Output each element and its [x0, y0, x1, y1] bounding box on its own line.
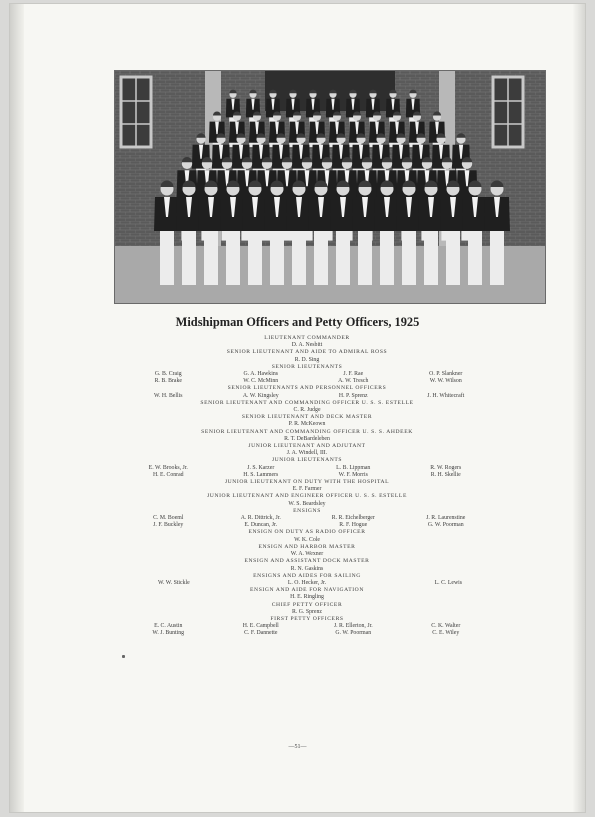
roster-section — [122, 443, 492, 457]
officer-name: E. Duncan, Jr. — [244, 522, 278, 529]
name-row — [122, 393, 492, 400]
section-heading: LIEUTENANT COMMANDER — [264, 335, 350, 341]
roster-section — [122, 558, 492, 572]
roster-section — [122, 573, 492, 587]
officer-name: E. F. Farmer — [292, 486, 322, 493]
officer-name: W. W. Stickle — [158, 579, 190, 586]
section-heading: CHIEF PETTY OFFICER — [271, 601, 343, 608]
section-heading: ENSIGN AND AIDE FOR NAVIGATION — [250, 587, 364, 594]
section-heading: JUNIOR LIEUTENANTS — [271, 457, 343, 464]
officer-name: C. F. Dannette — [244, 630, 278, 637]
officer-name: W. J. Bunting — [152, 630, 185, 637]
section-heading: JUNIOR LIEUTENANT ON DUTY WITH THE HOSPITAL — [224, 479, 390, 486]
officer-name: R. B. Brake — [154, 378, 182, 385]
officer-name: G. A. Hawkins — [243, 371, 278, 378]
roster-section — [122, 529, 492, 543]
name-row — [122, 522, 492, 529]
section-heading: ENSIGN ON DUTY AS RADIO OFFICER — [248, 529, 366, 536]
section-heading: SENIOR LIEUTENANT AND DECK MASTER — [241, 414, 373, 421]
name-row — [122, 371, 492, 378]
section-heading: JUNIOR LIEUTENANT AND ENGINEER OFFICER U. S. S. ESTELLE — [207, 493, 407, 500]
name-row — [122, 465, 492, 472]
officer-name: W. S. Beardsley — [288, 500, 326, 507]
roster-section — [122, 457, 492, 479]
officer-name: J. R. Laurenstine — [426, 515, 466, 522]
section-heading: ENSIGNS — [293, 507, 321, 514]
officer-name: R. N. Gaskins — [290, 565, 324, 572]
officer-name: J. A. Windell, III. — [286, 450, 328, 457]
officer-name: A. W. Kingsley — [242, 392, 279, 399]
officer-name: L. C. Lewis — [434, 579, 462, 586]
officer-name: J. H. Whitecraft — [427, 392, 465, 399]
roster-section — [122, 602, 492, 616]
name-row — [122, 378, 492, 385]
officer-name: H. S. Lammers — [243, 471, 279, 478]
officer-name: J. F. Buckley — [153, 522, 184, 529]
scan-edge-right — [573, 4, 585, 812]
roster-section — [122, 385, 492, 399]
yearbook-page — [10, 4, 585, 812]
officer-name: A. W. Tresch — [338, 378, 369, 385]
section-heading: SENIOR LIEUTENANT AND AIDE TO ADMIRAL ROSS — [226, 349, 388, 356]
officer-name: G. W. Poorman — [335, 630, 372, 637]
officer-name: W. K. Cole — [294, 536, 320, 543]
roster-section — [122, 400, 492, 414]
section-heading: SENIOR LIEUTENANT AND COMMANDING OFFICER U. S. S. AHDEEK — [201, 428, 413, 435]
officer-name: J. F. Rae — [343, 371, 364, 378]
group-photograph — [114, 70, 546, 304]
officer-name: H. E. Conrad — [152, 471, 184, 478]
officer-name: R. G. Sprenz — [292, 608, 322, 615]
officer-name: H. P. Sprenz — [338, 392, 368, 399]
scan-speck — [122, 655, 125, 658]
officer-name: E. C. Austin — [154, 623, 183, 630]
officer-name: W. H. Bellis — [154, 392, 183, 399]
officer-name: R. H. Skellie — [430, 471, 461, 478]
roster-section — [122, 544, 492, 558]
officer-name: W. C. McMinn — [243, 378, 279, 385]
roster-section — [122, 479, 492, 493]
section-heading: FIRST PETTY OFFICERS — [270, 615, 344, 622]
officer-roster — [122, 335, 492, 638]
roster-section — [122, 364, 492, 386]
officer-name: L. O. Hecker, Jr. — [287, 579, 327, 586]
section-heading: JUNIOR LIEUTENANT AND ADJUTANT — [248, 443, 366, 450]
officer-name: L. B. Lippman — [336, 464, 371, 471]
officer-name: C. K. Walter — [431, 623, 461, 630]
officer-name: C. E. Wiley — [432, 630, 460, 637]
roster-section — [122, 429, 492, 443]
section-heading: SENIOR LIEUTENANTS — [271, 363, 343, 370]
officer-name: E. W. Brooks, Jr. — [148, 464, 188, 471]
scan-edge-left — [10, 4, 24, 812]
officer-name: O. P. Slankner — [429, 371, 463, 378]
officer-name: J. R. Ellerton, Jr. — [333, 623, 373, 630]
officer-name: G. B. Craig — [154, 371, 182, 378]
section-heading: ENSIGN AND ASSISTANT DOCK MASTER — [244, 558, 370, 565]
section-heading: ENSIGNS AND AIDES FOR SAILING — [253, 572, 361, 579]
roster-section — [122, 414, 492, 428]
name-row — [122, 515, 492, 522]
roster-section — [122, 616, 492, 638]
name-row — [122, 623, 492, 630]
officer-name: R. F. Hogue — [339, 522, 368, 529]
officer-name: J. S. Karzer — [247, 464, 275, 471]
officer-name: P. R. McKeown — [288, 421, 326, 428]
page-number: —51— — [288, 744, 307, 750]
officer-name: R. D. Sing — [294, 356, 320, 363]
officer-name: W. A. Wexner — [290, 551, 324, 558]
section-heading: SENIOR LIEUTENANT AND COMMANDING OFFICER U. S. S. ESTELLE — [200, 399, 414, 406]
name-row — [122, 472, 492, 479]
section-heading: ENSIGN AND HARBOR MASTER — [258, 543, 356, 550]
officer-name: D. A. Nesbitt — [291, 342, 323, 349]
roster-section — [122, 587, 492, 601]
officer-name: A. R. Dittrick, Jr. — [240, 515, 281, 522]
roster-section — [122, 349, 492, 363]
roster-section — [122, 508, 492, 530]
page-title: Midshipman Officers and Petty Officers, 1925 — [175, 315, 420, 329]
name-row — [122, 580, 492, 587]
officer-name: R. T. DeBardeleben — [284, 435, 330, 442]
roster-section — [122, 335, 492, 349]
officer-name: C. R. Judge — [293, 407, 321, 414]
roster-section — [122, 493, 492, 507]
officer-name: W. F. Morris — [338, 471, 368, 478]
officer-name: W. W. Wilson — [429, 378, 462, 385]
officer-name: H. E. Ringling — [290, 594, 324, 601]
officer-name: R. R. Eichelberger — [331, 515, 375, 522]
group-photo-image — [115, 71, 545, 303]
name-row — [122, 630, 492, 637]
officer-name: C. M. Boeml — [153, 515, 184, 522]
officer-name: R. W. Rogers — [430, 464, 462, 471]
section-heading: SENIOR LIEUTENANTS AND PERSONNEL OFFICERS — [227, 385, 387, 392]
officer-name: G. W. Poorman — [427, 522, 464, 529]
officer-name: H. E. Campbell — [242, 623, 279, 630]
